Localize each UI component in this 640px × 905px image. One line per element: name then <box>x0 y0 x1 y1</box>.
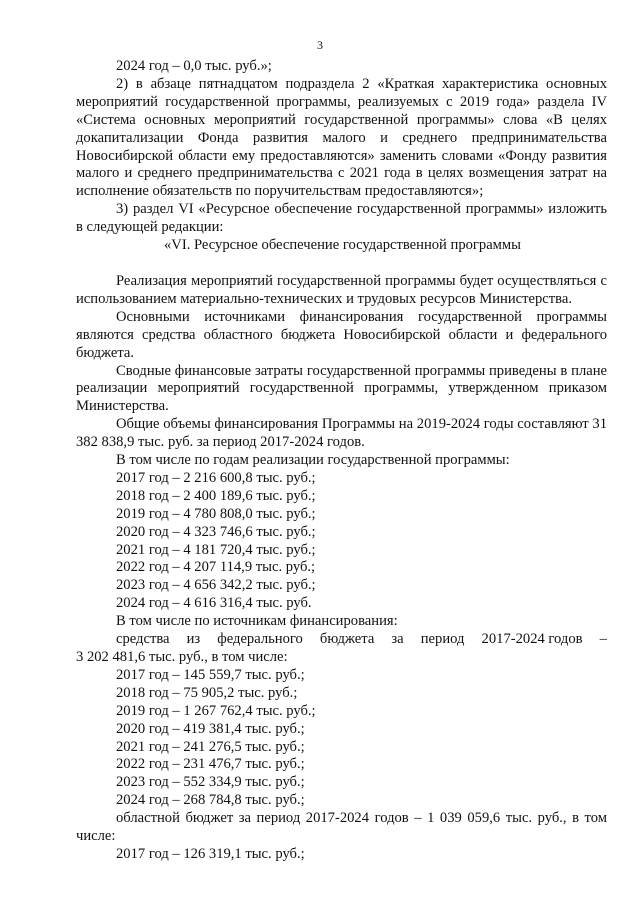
regional-budget-intro: областной бюджет за период 2017-2024 годов – 1 039 059,6 тыс. руб., в том числе: <box>76 810 607 845</box>
paragraph-summary: Сводные финансовые затраты государственной программы приведены в плане реализации мероприятий государственной программы, утвержденном приказом Министерства. <box>76 362 607 415</box>
federal-word: 2017-2024 годов <box>481 631 583 648</box>
federal-word: федерального <box>217 631 303 648</box>
list-item: 2024 год – 4 616 316,4 тыс. руб. <box>116 595 312 612</box>
list-item: 2023 год – 4 656 342,2 тыс. руб.; <box>116 577 316 594</box>
list-item: 2017 год – 145 559,7 тыс. руб.; <box>116 666 305 683</box>
page-number: 3 <box>317 38 323 52</box>
paragraph-realization: Реализация мероприятий государственной программы будет осуществляться с использованием материально-технических и трудовых ресурсов Министерства. <box>76 272 607 307</box>
paragraph-sources: Основными источниками финансирования государственной программы являются средства областного бюджета Новосибирской области и федерального бюджета. <box>76 308 607 361</box>
by-years-intro: В том числе по годам реализации государственной программы: <box>116 452 510 469</box>
federal-word: из <box>186 631 201 648</box>
by-sources-intro: В том числе по источникам финансирования: <box>116 613 398 630</box>
list-item: 2017 год – 2 216 600,8 тыс. руб.; <box>116 469 316 486</box>
list-item: 2020 год – 4 323 746,6 тыс. руб.; <box>116 523 316 540</box>
list-item: 2018 год – 75 905,2 тыс. руб.; <box>116 684 298 701</box>
list-item: 2021 год – 241 276,5 тыс. руб.; <box>116 738 305 755</box>
list-item: 2022 год – 4 207 114,9 тыс. руб.; <box>116 559 316 576</box>
list-item: 2024 год – 268 784,8 тыс. руб.; <box>116 792 305 809</box>
federal-word: – <box>599 631 607 648</box>
blank-line <box>76 255 607 273</box>
intro-tail: 2024 год – 0,0 тыс. руб.»; <box>116 58 272 74</box>
amendment-item-2: 2) в абзаце пятнадцатом подраздела 2 «Краткая характеристика основных мероприятий государственной программы, реализуемых с 2019 года» раздела IV «Система основных мероприятий государственной программы» слова «В целях докапитализации Фонда развития малого и среднего предпринимательства Новосибирской области ему предоставляются» заменить словами «Фонду развития малого и среднего предпринимательства с 2021 года в целях возмещения затрат на исполнение обязательств по поручительствам предоставляются»; <box>76 75 607 200</box>
paragraph-total: Общие объемы финансирования Программы на 2019-2024 годы составляют 31 382 838,9 тыс. руб. за период 2017-2024 годов. <box>76 416 607 451</box>
regional-years-list <box>76 846 607 864</box>
federal-word: период <box>420 631 465 648</box>
list-item: 2017 год – 126 319,1 тыс. руб.; <box>116 845 305 862</box>
federal-budget-line <box>76 631 607 649</box>
federal-word: средства <box>116 631 170 648</box>
list-item: 2020 год – 419 381,4 тыс. руб.; <box>116 720 305 737</box>
list-item: 2023 год – 552 334,9 тыс. руб.; <box>116 774 305 791</box>
by-years-list <box>76 470 607 613</box>
list-item: 2022 год – 231 476,7 тыс. руб.; <box>116 756 305 773</box>
federal-word: бюджета <box>319 631 375 648</box>
document-body <box>76 58 607 864</box>
list-item: 2018 год – 2 400 189,6 тыс. руб.; <box>116 487 316 504</box>
list-item: 2019 год – 4 780 808,0 тыс. руб.; <box>116 505 316 522</box>
federal-word: за <box>391 631 404 648</box>
federal-years-list <box>76 667 607 810</box>
section-heading: «VI. Ресурсное обеспечение государственной программы <box>164 237 521 254</box>
list-item: 2019 год – 1 267 762,4 тыс. руб.; <box>116 702 316 719</box>
federal-budget-total: 3 202 481,6 тыс. руб., в том числе: <box>76 649 288 665</box>
amendment-item-3: 3) раздел VI «Ресурсное обеспечение государственной программы» изложить в следующей редакции: <box>76 201 607 236</box>
list-item: 2021 год – 4 181 720,4 тыс. руб.; <box>116 541 316 558</box>
